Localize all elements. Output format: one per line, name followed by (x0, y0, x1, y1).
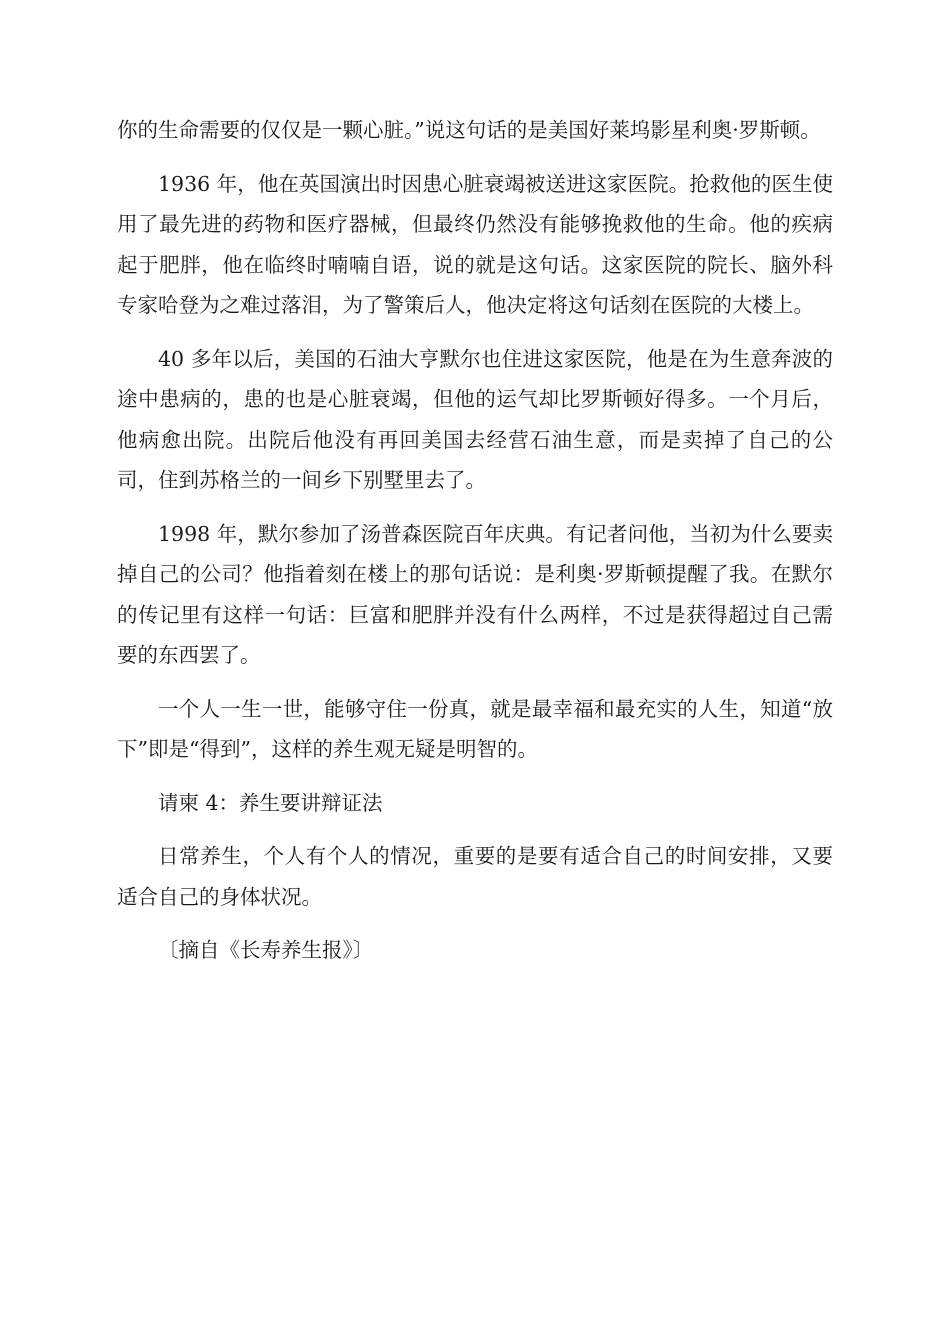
document-body (117, 110, 833, 984)
source-citation: 〔摘自《长寿养生报》〕 (158, 938, 374, 962)
paragraph-2: 1936 年，他在英国演出时因患心脏衰竭被送进这家医院。抢救他的医生使用了最先进的药物和医疗器械，但最终仍然没有能够挽救他的生命。他的疾病起于肥胖，他在临终时喃喃自语，说的就是这句话。这家医院的院长、脑外科专家哈登为之难过落泪，为了警策后人，他决定将这句话刻在医院的大楼上。 (117, 171, 833, 317)
paragraph-1: 你的生命需要的仅仅是一颗心脏。”说这句话的是美国好莱坞影星利奥·罗斯顿。 (117, 118, 821, 142)
paragraph-5: 一个人一生一世，能够守住一份真，就是最幸福和最充实的人生，知道“放下”即是“得到”，这样的养生观无疑是明智的。 (117, 696, 833, 761)
paragraph-3: 40 多年以后，美国的石油大亨默尔也住进这家医院，他是在为生意奔波的途中患病的，患的也是心脏衰竭，但他的运气却比罗斯顿好得多。一个月后，他病愈出院。出院后他没有再回美国去经营石油生意，而是卖掉了自己的公司，住到苏格兰的一间乡下别墅里去了。 (117, 346, 833, 492)
section-heading: 请柬 4：养生要讲辩证法 (158, 790, 383, 815)
paragraph-4: 1998 年，默尔参加了汤普森医院百年庆典。有记者问他，当初为什么要卖掉自己的公司？他指着刻在楼上的那句话说：是利奥·罗斯顿提醒了我。在默尔的传记里有这样一句话：巨富和肥胖并没有什么两样，不过是获得超过自己需要的东西罢了。 (117, 521, 833, 667)
paragraph-6: 日常养生，个人有个人的情况，重要的是要有适合自己的时间安排，又要适合自己的身体状况。 (117, 844, 833, 909)
